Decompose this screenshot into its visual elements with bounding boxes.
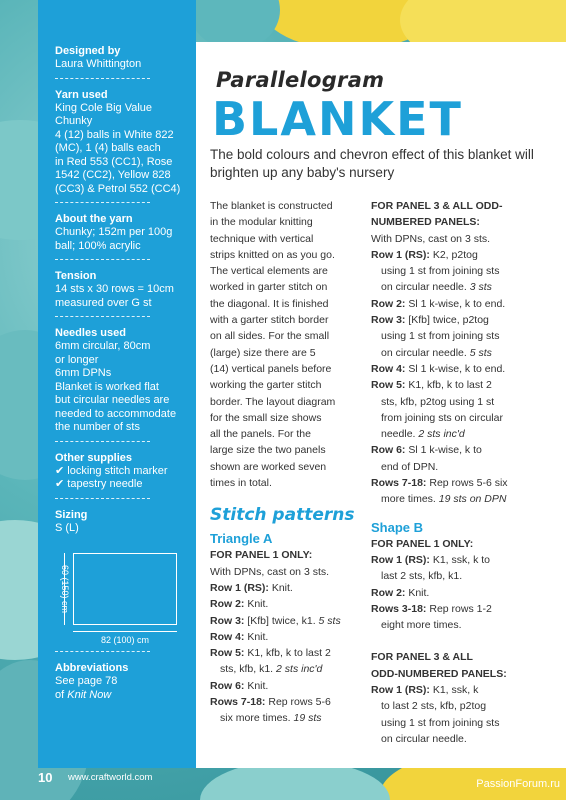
row-label: Row 2: bbox=[371, 586, 406, 599]
size-diagram bbox=[55, 539, 186, 645]
pattern-panel bbox=[196, 42, 566, 768]
magazine-title: Knit Now bbox=[67, 688, 112, 701]
row-text: K1, ssk, k bbox=[429, 684, 479, 697]
row-instruction bbox=[210, 645, 358, 661]
section-heading: Tension bbox=[55, 270, 97, 282]
row-label: Row 4: bbox=[371, 362, 406, 375]
section-heading: Yarn used bbox=[55, 88, 108, 101]
needles-line: Blanket is worked flat bbox=[55, 380, 159, 393]
stitch-count: 19 sts bbox=[293, 712, 322, 725]
about-yarn-section bbox=[55, 212, 186, 260]
intro-line: with a garter stitch border bbox=[210, 314, 329, 327]
row-text: K1, kfb, k to last 2 bbox=[405, 379, 492, 392]
divider bbox=[55, 259, 150, 260]
intro-paragraph bbox=[210, 198, 358, 491]
row-instruction bbox=[371, 475, 551, 491]
intro-line: for the small size shows bbox=[210, 411, 322, 424]
panel-heading: FOR PANEL 1 ONLY: bbox=[210, 549, 313, 562]
row-continuation bbox=[371, 491, 551, 507]
row-text: K1, kfb, k to last 2 bbox=[244, 647, 331, 660]
stitch-count: 5 sts bbox=[469, 346, 492, 359]
row-label: Rows 7-18: bbox=[210, 696, 266, 709]
width-dimension-line bbox=[73, 631, 177, 632]
abbreviations-section bbox=[55, 661, 186, 702]
intro-line: working the garter stitch bbox=[210, 379, 322, 392]
needles-line: needed to accommodate bbox=[55, 407, 177, 420]
shape-b-heading: Shape B bbox=[371, 519, 424, 535]
row-continuation: to last 2 sts, kfb, p2tog bbox=[381, 700, 487, 713]
stitch-count: 19 sts on DPN bbox=[438, 493, 507, 506]
needles-line: or longer bbox=[55, 353, 99, 366]
standfirst: The bold colours and chevron effect of this blanket will brighten up any baby's nursery bbox=[210, 147, 534, 180]
triangle-a-heading: Triangle A bbox=[210, 531, 273, 547]
row-text: Rep rows 1-2 bbox=[426, 602, 492, 615]
stitch-patterns-heading: Stitch patterns bbox=[210, 505, 355, 526]
row-text: six more times. bbox=[220, 712, 294, 725]
row-text: [Kfb] twice, p2tog bbox=[405, 314, 489, 327]
row-continuation bbox=[210, 710, 358, 726]
row-text: Knit. bbox=[268, 581, 293, 594]
intro-line: all the panels. For the bbox=[210, 428, 311, 441]
row-continuation: last 2 sts, kfb, k1. bbox=[381, 570, 463, 583]
row-continuation bbox=[371, 279, 551, 295]
intro-line: border. The layout diagram bbox=[210, 395, 336, 408]
divider bbox=[55, 498, 150, 499]
intro-line: worked in garter stitch on bbox=[210, 281, 328, 294]
row-continuation: on circular needle. bbox=[381, 732, 467, 745]
divider bbox=[55, 316, 150, 317]
size-value: S (L) bbox=[55, 521, 79, 534]
row-label: Row 2: bbox=[371, 297, 406, 310]
row-instruction bbox=[371, 682, 551, 698]
section-heading: Sizing bbox=[55, 508, 88, 521]
row-label: Row 3: bbox=[371, 314, 406, 327]
row-label: Row 1 (RS): bbox=[371, 684, 430, 697]
yarn-line: 1542 (CC2), Yellow 828 bbox=[55, 169, 171, 181]
intro-line: times in total. bbox=[210, 477, 272, 490]
yarn-used-section bbox=[55, 88, 186, 204]
intro-line: The vertical elements are bbox=[210, 265, 328, 278]
row-instruction bbox=[371, 312, 551, 328]
tension-line: measured over G st bbox=[55, 296, 152, 309]
intro-line: strips knitted on as you go. bbox=[210, 248, 335, 261]
row-continuation bbox=[371, 345, 551, 361]
about-line: ball; 100% acrylic bbox=[55, 239, 141, 252]
supply-item: ✔ tapestry needle bbox=[55, 478, 143, 490]
row-continuation: sts, kfb, p2tog using 1 st bbox=[381, 395, 495, 408]
panel-heading: NUMBERED PANELS: bbox=[371, 216, 480, 229]
designed-by-section bbox=[55, 44, 186, 79]
row-continuation: eight more times. bbox=[381, 619, 462, 632]
divider bbox=[55, 78, 150, 79]
panel-heading: FOR PANEL 3 & ALL ODD- bbox=[371, 200, 503, 212]
about-line: Chunky; 152m per 100g bbox=[55, 226, 173, 238]
divider bbox=[55, 202, 150, 203]
row-label: Row 1 (RS): bbox=[210, 581, 269, 594]
panel-heading: FOR PANEL 3 & ALL bbox=[371, 651, 473, 664]
row-instruction bbox=[371, 585, 551, 601]
row-continuation: from joining sts on circular bbox=[381, 411, 503, 424]
panel-heading: FOR PANEL 1 ONLY: bbox=[371, 537, 474, 550]
row-instruction bbox=[371, 601, 551, 617]
row-label: Row 4: bbox=[210, 630, 245, 643]
row-continuation: using 1 st from joining sts bbox=[381, 265, 500, 278]
designer-name: Laura Whittington bbox=[55, 58, 142, 70]
title-script: Parallelogram bbox=[216, 68, 385, 92]
row-text: Knit. bbox=[405, 586, 430, 599]
watermark: PassionForum.ru bbox=[476, 778, 560, 790]
stitch-count: 2 sts inc'd bbox=[418, 428, 465, 441]
row-text: on circular needle. bbox=[381, 281, 470, 294]
row-instruction bbox=[210, 629, 358, 645]
section-heading: About the yarn bbox=[55, 213, 133, 225]
row-text: Rep rows 5-6 six bbox=[426, 477, 508, 490]
needles-line: 6mm circular, 80cm bbox=[55, 340, 151, 352]
row-text: Sl 1 k-wise, k to end. bbox=[405, 297, 506, 310]
row-text: sts, kfb, k1. bbox=[220, 663, 277, 676]
row-continuation: using 1 st from joining sts bbox=[381, 330, 500, 343]
row-instruction bbox=[371, 442, 551, 458]
row-continuation bbox=[371, 426, 551, 442]
intro-line: in the modular knitting bbox=[210, 216, 313, 229]
cast-on-instruction: With DPNs, cast on 3 sts. bbox=[371, 232, 491, 245]
spacer bbox=[371, 633, 551, 649]
footer-url[interactable]: www.craftworld.com bbox=[68, 772, 153, 783]
row-label: Row 5: bbox=[210, 647, 245, 660]
stitch-count: 2 sts inc'd bbox=[276, 663, 323, 676]
width-label: 82 (100) cm bbox=[100, 635, 150, 645]
row-label: Row 3: bbox=[210, 614, 245, 627]
row-text: Knit. bbox=[244, 598, 269, 611]
intro-line: on all sides. For the small bbox=[210, 330, 330, 343]
row-label: Row 6: bbox=[210, 679, 245, 692]
intro-line: (large) size there are 5 bbox=[210, 346, 316, 359]
sizing-section bbox=[55, 508, 186, 653]
intro-line: technique with vertical bbox=[210, 232, 314, 245]
row-label: Row 5: bbox=[371, 379, 406, 392]
row-label: Rows 7-18: bbox=[371, 477, 427, 490]
row-instruction bbox=[371, 377, 551, 393]
row-instruction bbox=[210, 678, 358, 694]
row-text: K2, p2tog bbox=[429, 248, 478, 261]
section-heading: Needles used bbox=[55, 327, 126, 339]
divider bbox=[55, 441, 150, 442]
row-label: Row 2: bbox=[210, 598, 245, 611]
row-text: Sl 1 k-wise, k to bbox=[405, 444, 482, 457]
column-left bbox=[210, 198, 358, 727]
page-footer bbox=[38, 770, 238, 788]
abbrev-line: See page 78 bbox=[55, 675, 118, 687]
row-continuation: using 1 st from joining sts bbox=[381, 716, 500, 729]
row-instruction bbox=[371, 296, 551, 312]
row-label: Rows 3-18: bbox=[371, 602, 427, 615]
section-heading: Designed by bbox=[55, 45, 121, 57]
row-continuation bbox=[210, 661, 358, 677]
yarn-line: in Red 553 (CC1), Rose bbox=[55, 155, 173, 168]
column-right bbox=[371, 198, 551, 747]
height-label: 60 (150) cm bbox=[60, 564, 70, 614]
blanket-outline bbox=[73, 553, 177, 625]
row-text: Rep rows 5-6 bbox=[265, 696, 331, 709]
stitch-count: 5 sts bbox=[318, 614, 341, 627]
row-instruction bbox=[210, 613, 358, 629]
yarn-line: (CC3) & Petrol 552 (CC4) bbox=[55, 182, 181, 195]
needles-section bbox=[55, 326, 186, 442]
row-instruction bbox=[210, 694, 358, 710]
tension-line: 14 sts x 30 rows = 10cm bbox=[55, 283, 174, 295]
stitch-count: 3 sts bbox=[469, 281, 492, 294]
page-number: 10 bbox=[38, 770, 53, 785]
cast-on-instruction: With DPNs, cast on 3 sts. bbox=[210, 565, 330, 578]
abbrev-line bbox=[55, 689, 186, 703]
other-supplies-section bbox=[55, 451, 186, 499]
row-text: [Kfb] twice, k1. bbox=[244, 614, 319, 627]
intro-line: (14) vertical panels before bbox=[210, 362, 332, 375]
page-title: BLANKET bbox=[212, 92, 463, 146]
row-label: Row 6: bbox=[371, 444, 406, 457]
row-instruction bbox=[371, 247, 551, 263]
row-instruction bbox=[371, 552, 551, 568]
row-text: Knit. bbox=[244, 679, 269, 692]
intro-line: the diagonal. It is finished bbox=[210, 297, 329, 310]
section-heading: Abbreviations bbox=[55, 662, 129, 674]
abbrev-prefix: of bbox=[55, 688, 68, 701]
intro-line: large size the two panels bbox=[210, 444, 326, 457]
row-text: needle. bbox=[381, 428, 419, 441]
row-text: K1, ssk, k to bbox=[429, 553, 491, 566]
divider bbox=[55, 651, 150, 652]
row-text: Knit. bbox=[244, 630, 269, 643]
row-text: more times. bbox=[381, 493, 439, 506]
needles-line: 6mm DPNs bbox=[55, 367, 112, 379]
intro-line: The blanket is constructed bbox=[210, 200, 333, 212]
yarn-line: King Cole Big Value Chunky bbox=[55, 101, 153, 127]
supply-item: ✔ locking stitch marker bbox=[55, 464, 168, 477]
info-sidebar bbox=[38, 0, 196, 768]
row-label: Row 1 (RS): bbox=[371, 248, 430, 261]
row-text: on circular needle. bbox=[381, 346, 470, 359]
panel-heading: ODD-NUMBERED PANELS: bbox=[371, 667, 507, 680]
section-heading: Other supplies bbox=[55, 451, 133, 464]
needles-line: but circular needles are bbox=[55, 394, 170, 406]
needles-line: the number of sts bbox=[55, 421, 140, 433]
row-continuation: end of DPN. bbox=[381, 460, 439, 473]
row-instruction bbox=[210, 596, 358, 612]
row-instruction bbox=[210, 580, 358, 596]
yarn-line: (MC), 1 (4) balls each bbox=[55, 142, 161, 154]
intro-line: shown are worked seven bbox=[210, 460, 327, 473]
yarn-line: 4 (12) balls in White 822 bbox=[55, 128, 174, 141]
row-text: Sl 1 k-wise, k to end. bbox=[405, 362, 506, 375]
row-label: Row 1 (RS): bbox=[371, 553, 430, 566]
tension-section bbox=[55, 269, 186, 317]
row-instruction bbox=[371, 361, 551, 377]
